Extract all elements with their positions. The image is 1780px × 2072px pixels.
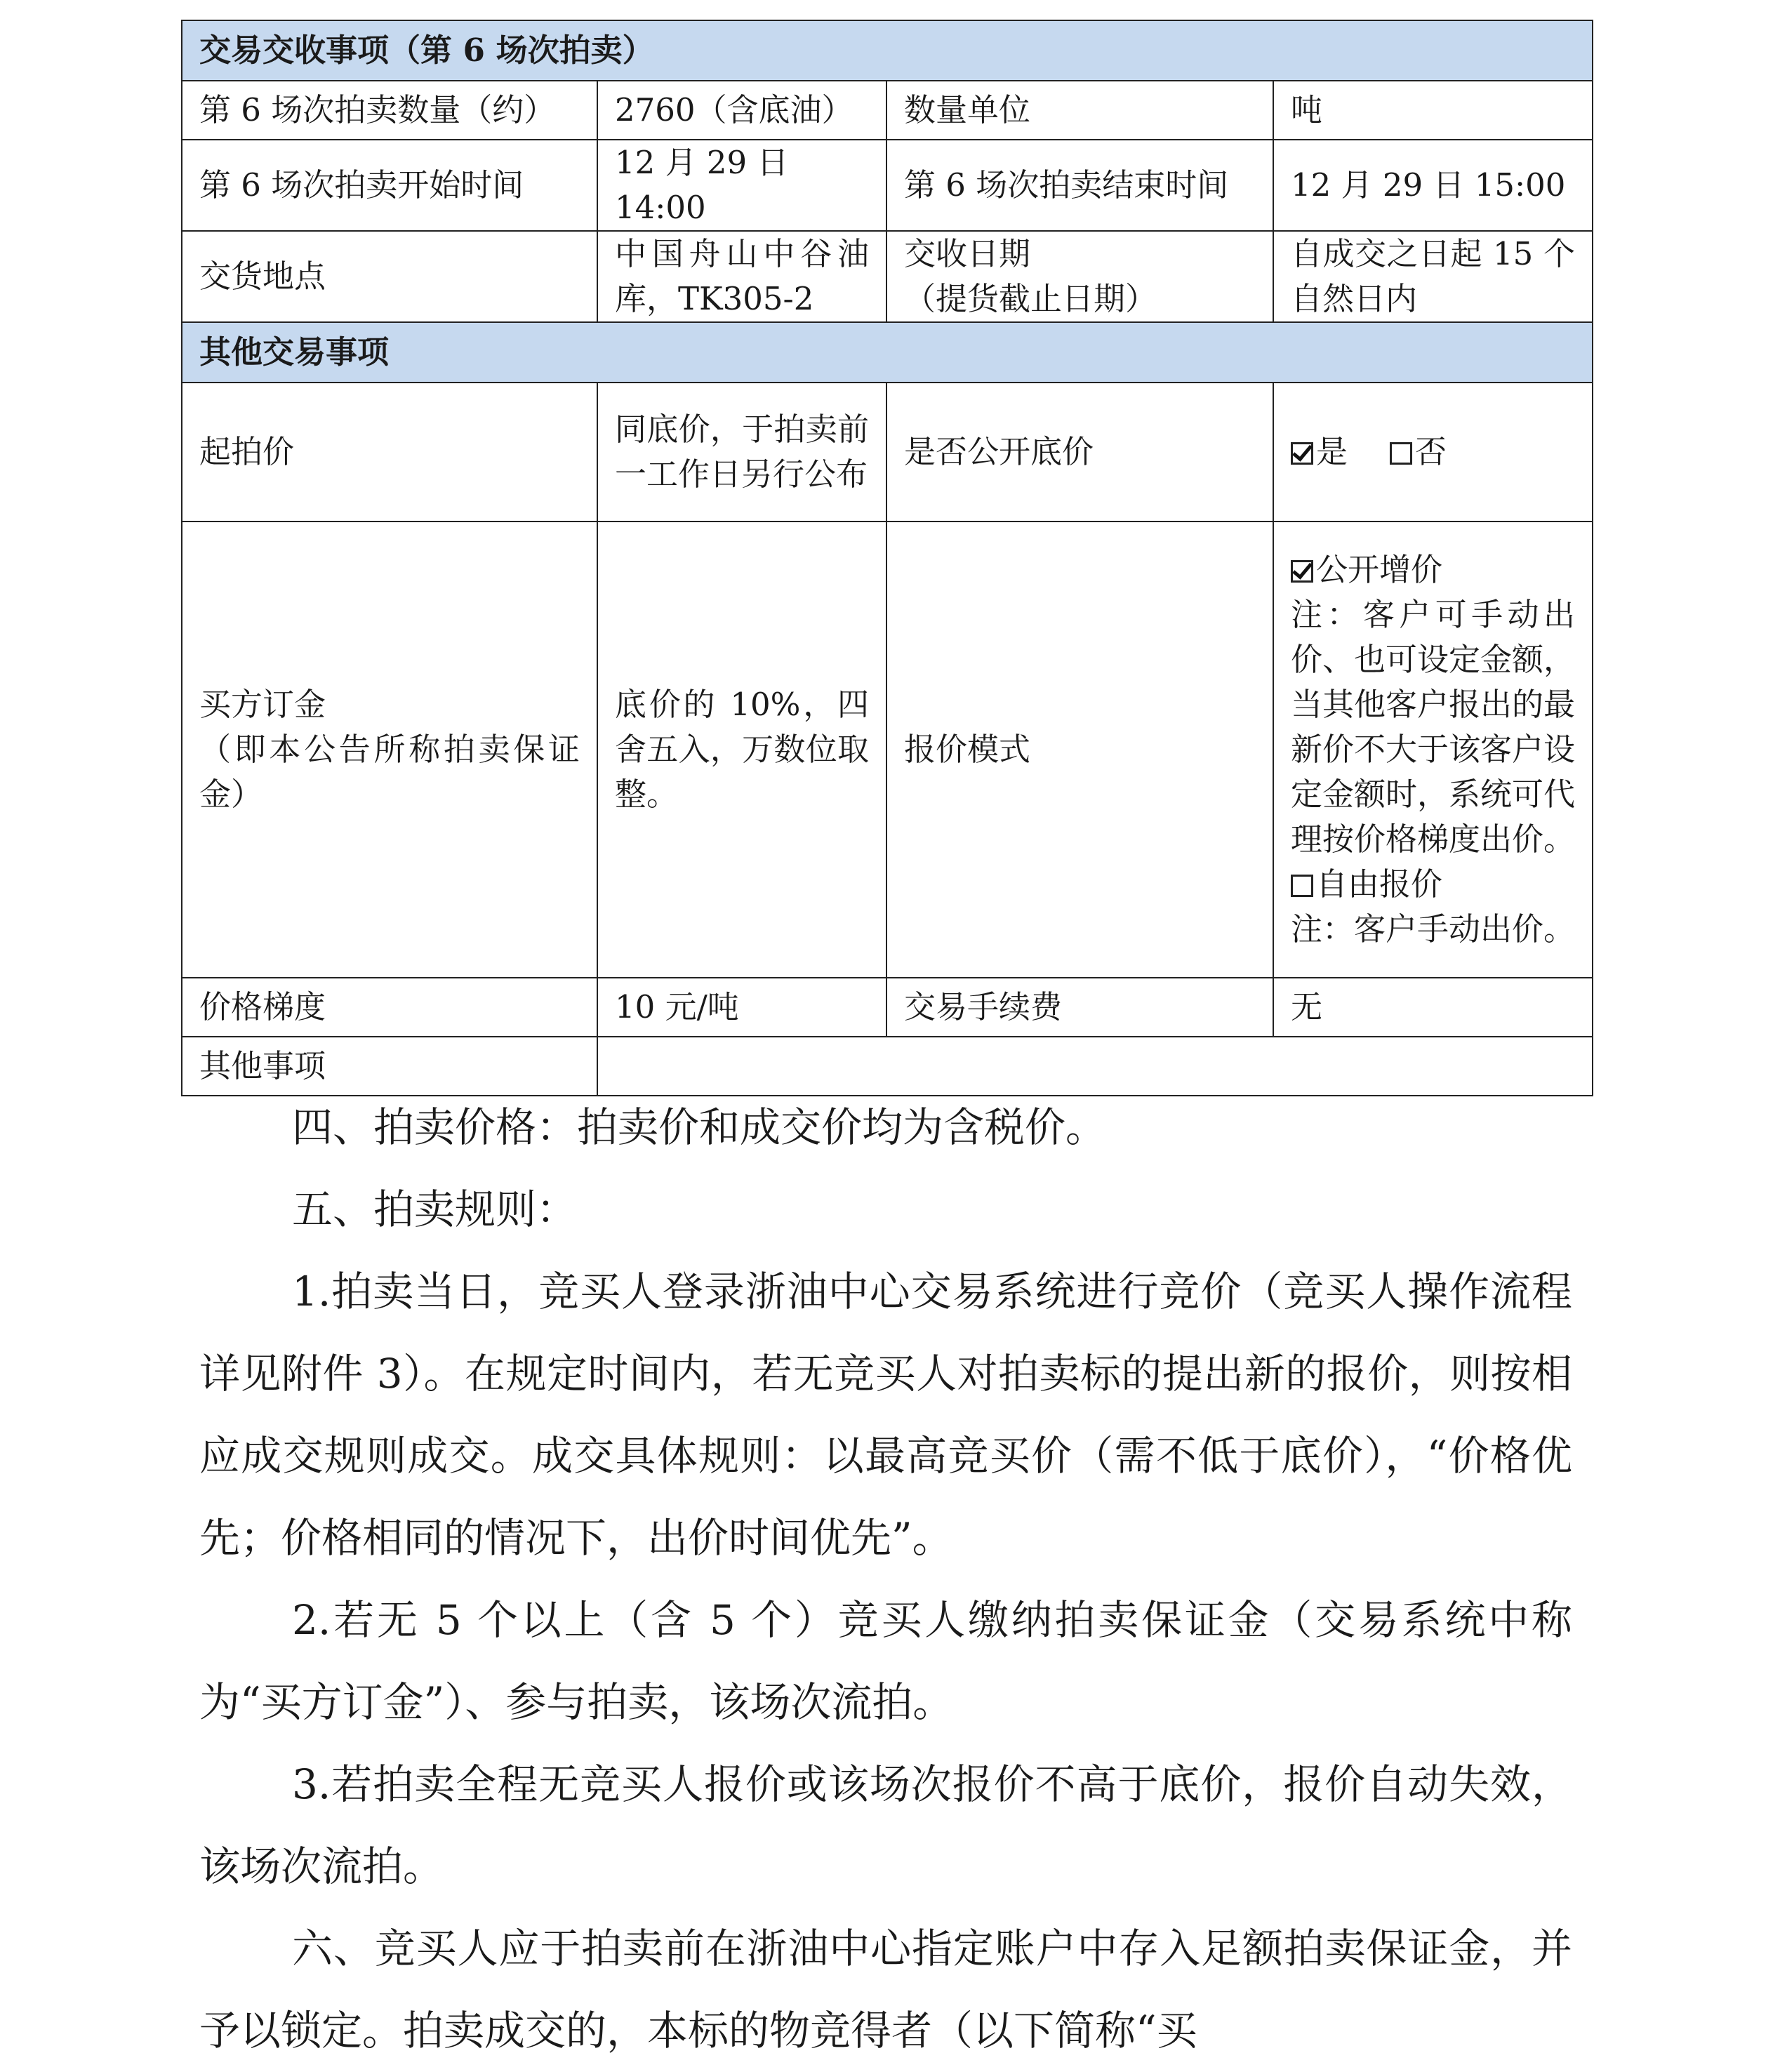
other-label: 其他事项 [182,1037,597,1096]
paragraph-price: 四、拍卖价格：拍卖价和成交价均为含税价。 [292,1103,1107,1151]
delivery-date-label [886,231,1273,322]
public-reserve-options [1273,383,1593,522]
paragraph-deposit: 六、竞买人应于拍卖前在浙油中心指定账户中存入足额拍卖保证金，并予以锁定。拍卖成交的，本标的物竞得者（以下简称“买 [199,1925,1572,2054]
section-header-delivery [182,20,1593,81]
deposit-value: 底价的 10%，四舍五入，万数位取整。 [597,522,886,978]
price-step-value: 10 元/吨 [597,978,886,1037]
quantity-label: 第 6 场次拍卖数量（约） [182,81,597,140]
start-price-label: 起拍价 [182,383,597,522]
delivery-date-label-line2: （提货截止日期） [904,280,1157,317]
paragraph-rules-heading: 五、拍卖规则： [292,1186,578,1233]
bid-mode-label: 报价模式 [886,522,1273,978]
table-row [182,231,1593,322]
unchecked-box-icon [1291,875,1313,897]
table-row [182,978,1593,1037]
paragraph-rule-2: 2.若无 5 个以上（含 5 个）竞买人缴纳拍卖保证金（交易系统中称为“买方订金”）、参与拍卖，该场次流拍。 [199,1596,1572,1726]
start-time-label: 第 6 场次拍卖开始时间 [182,140,597,231]
fee-label: 交易手续费 [886,978,1273,1037]
paragraph-rule-1: 1.拍卖当日，竞买人登录浙油中心交易系统进行竞价（竞买人操作流程详见附件 3）。在规定时间内，若无竞买人对拍卖标的提出新的报价，则按相应成交规则成交。成交具体规则：以最高竞买价（需不低于底价），“价格优先；价格相同的情况下，出价时间优先”。 [199,1268,1572,1562]
bid-mode-free-note: 注：客户手动出价。 [1291,910,1576,948]
auction-details-table [181,20,1593,1096]
checked-box-icon [1291,560,1313,583]
deposit-label-line1: 买方订金 [199,686,326,723]
table-row [182,81,1593,140]
deposit-label-line2: （即本公告所称拍卖保证金） [199,731,580,813]
bid-mode-free-label: 自由报价 [1316,865,1443,903]
start-price-value: 同底价，于拍卖前一工作日另行公布 [597,383,886,522]
quantity-value: 2760（含底油） [597,81,886,140]
unit-label: 数量单位 [886,81,1273,140]
delivery-place-value: 中国舟山中谷油库，TK305-2 [597,231,886,322]
table-row [182,383,1593,522]
bid-mode-options [1273,522,1593,978]
fee-value: 无 [1273,978,1593,1037]
delivery-date-value: 自成交之日起 15 个自然日内 [1273,231,1593,322]
end-time-label: 第 6 场次拍卖结束时间 [886,140,1273,231]
bid-mode-open-note: 注：客户可手动出价、也可设定金额，当其他客户报出的最新价不大于该客户设定金额时，系统可代理按价格梯度出价。 [1291,596,1576,858]
deposit-label [182,522,597,978]
price-step-label: 价格梯度 [182,978,597,1037]
delivery-date-label-line1: 交收日期 [904,235,1031,272]
end-time-value: 12 月 29 日 15:00 [1273,140,1593,231]
public-reserve-label: 是否公开底价 [886,383,1273,522]
option-no-label: 否 [1415,433,1447,470]
unit-value: 吨 [1273,81,1593,140]
delivery-place-label: 交货地点 [182,231,597,322]
bid-mode-free-option [1291,862,1575,907]
section-header-other [182,322,1593,383]
section-title-delivery: 交易交收事项（第 6 场次拍卖） [182,20,1593,81]
paragraph-rule-3: 3.若拍卖全程无竞买人报价或该场次报价不高于底价，报价自动失效，该场次流拍。 [199,1760,1572,1890]
document-body [199,1087,1572,2072]
bid-mode-open-label: 公开增价 [1316,551,1443,588]
unchecked-box-icon [1390,442,1412,465]
option-yes-label: 是 [1316,433,1348,470]
table-row [182,522,1593,978]
start-time-value: 12 月 29 日 14:00 [597,140,886,231]
table-row [182,140,1593,231]
section-title-other: 其他交易事项 [182,322,1593,383]
bid-mode-open-option [1291,547,1575,592]
checked-box-icon [1291,442,1313,465]
